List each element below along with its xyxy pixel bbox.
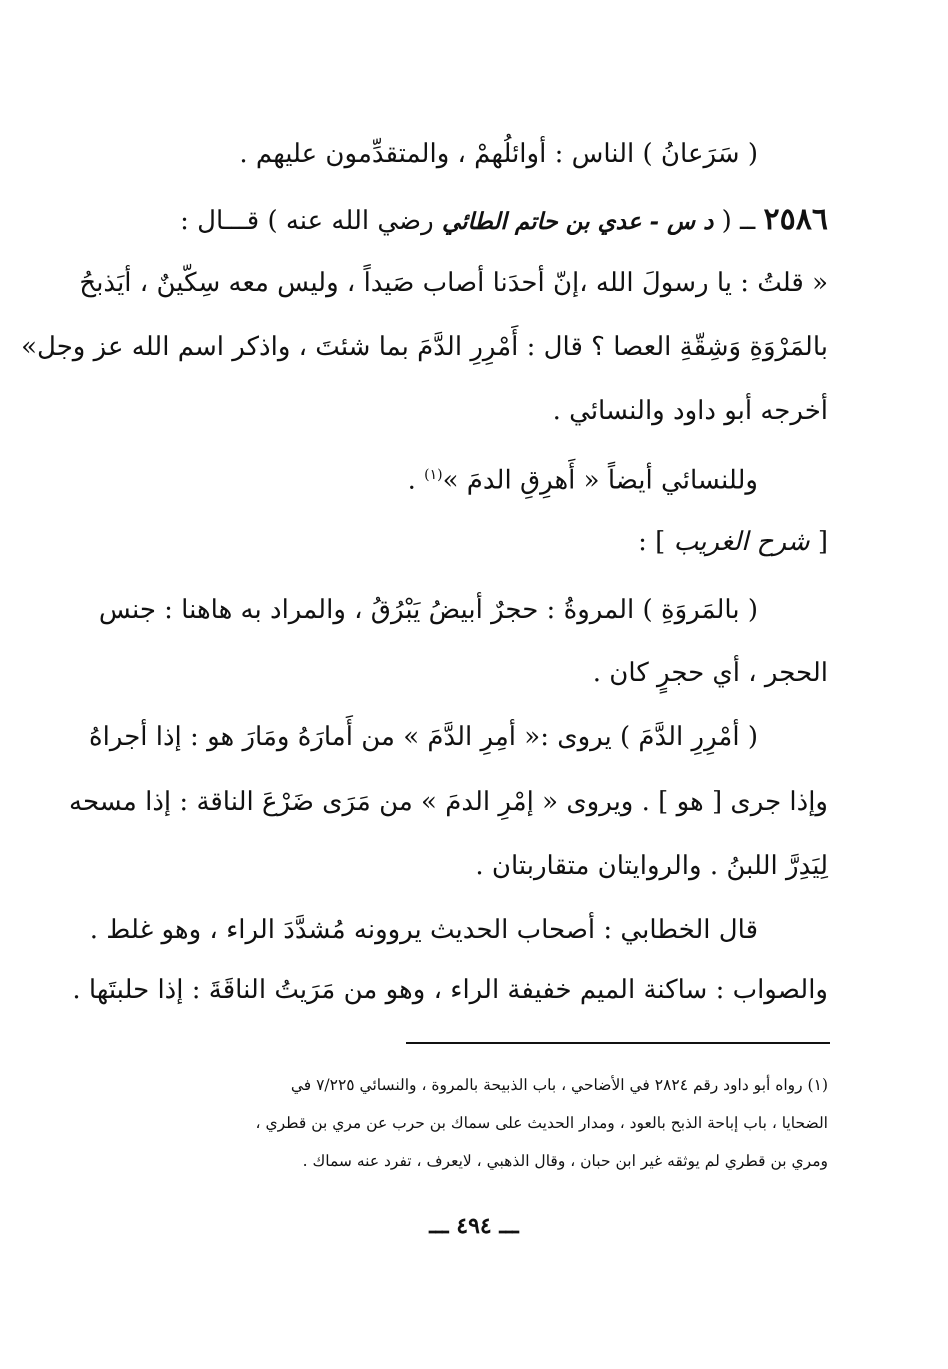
- gloss-line-5: لِيَدِرَّ اللبنُ . والروايتان متقاربتان .: [475, 851, 828, 881]
- footnote-divider: [406, 1042, 830, 1044]
- hadith-source: د س - عدي بن حاتم الطائي: [441, 208, 714, 235]
- takhrij-line: أخرجه أبو داود والنسائي .: [552, 396, 828, 426]
- hadith-header-line: [180, 200, 828, 242]
- nasai-end: .: [407, 465, 425, 496]
- gloss-line-3: ( أمْرِرِ الدَّمَ ) يروى :« أمِرِ الدَّمَ » من أَمارَهُ ومَارَ هو : إذا أجراهُ: [89, 722, 758, 752]
- bracket-open: [: [809, 527, 828, 557]
- bracket-close: ] :: [638, 527, 674, 557]
- footnote-line-2: الضحايا ، باب إباحة الذبح بالعود ، ومدار الحديث على سماك بن حرب عن مري بن قطري ،: [255, 1114, 828, 1132]
- footnote-ref: (١): [424, 467, 443, 483]
- nasai-line: [408, 455, 758, 501]
- footnote-line-3: ومري بن قطري لم يوثقه غير ابن حبان ، وقال الذهبي ، لايعرف ، تفرد عنه سماك .: [302, 1152, 828, 1170]
- text-line-1: ( سَرَعانُ ) الناس : أوائلُهمْ ، والمتقدِّمون عليهم .: [239, 139, 758, 169]
- gloss-line-6: قال الخطابي : أصحاب الحديث يروونه مُشدَّدَ الراء ، وهو غلط .: [89, 915, 758, 945]
- hadith-text-line-1: « قلتُ : يا رسولَ الله ،إنّ أحدَنا أصاب صَيداً ، وليس معه سِكّينٌ ، أيَذبحُ: [79, 268, 828, 298]
- hadith-text-line-2: بالمَرْوَةِ وَشِقّةِ العصا ؟ قال : أَمْرِرِ الدَّمَ بما شئتَ ، واذكر اسم الله عز وجل»: [21, 332, 828, 362]
- gloss-line-1: ( بالمَروَةِ ) المروةُ : حجرٌ أبيضُ يَبْرُقُ ، والمراد به هاهنا : جنس: [98, 595, 758, 625]
- section-heading: [638, 522, 828, 562]
- hadith-dash: ــ (: [713, 206, 764, 236]
- gloss-line-2: الحجر ، أي حجرٍ كان .: [592, 658, 828, 688]
- hadith-number: ٢٥٨٦: [763, 202, 828, 237]
- footnote-line-1: (١) رواه أبو داود رقم ٢٨٢٤ في الأضاحي ، باب الذبيحة بالمروة ، والنسائي ٧/٢٢٥ في: [290, 1076, 828, 1094]
- hadith-narrator-end: رضي الله عنه ) قـــال :: [180, 206, 442, 236]
- heading-title: شرح الغريب: [673, 527, 810, 557]
- nasai-text: وللنسائي أيضاً « أَهرِقِ الدمَ »: [442, 465, 758, 496]
- gloss-line-7: والصواب : ساكنة الميم خفيفة الراء ، وهو من مَرَيتُ الناقَةَ : إذا حلبتَها .: [72, 975, 828, 1005]
- gloss-line-4: وإذا جرى [ هو ] . ويروى « إمْرِ الدمَ » من مَرَى ضَرْعَ الناقة : إذا مسحه: [69, 787, 828, 817]
- page-number: ـــ ٤٩٤ ـــ: [429, 1213, 519, 1239]
